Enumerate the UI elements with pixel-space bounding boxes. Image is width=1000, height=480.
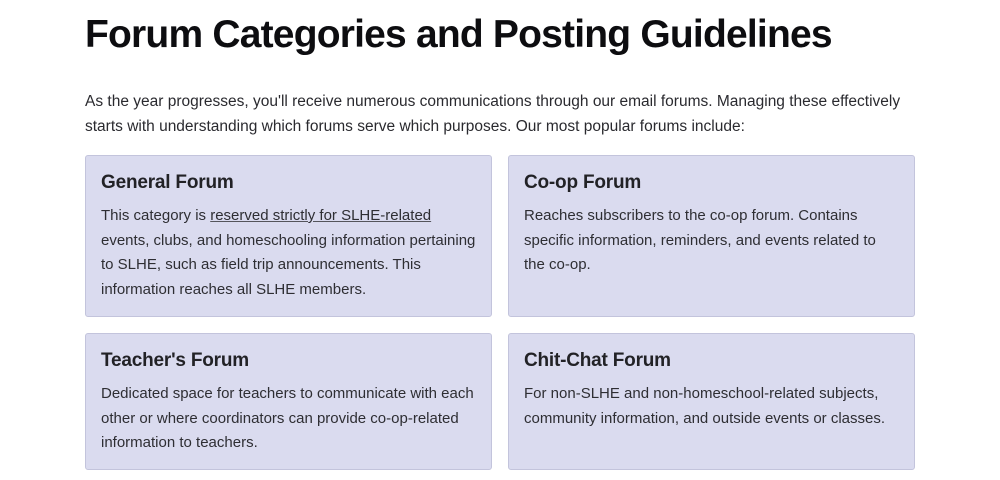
forum-card-title: Chit-Chat Forum (524, 350, 671, 371)
forum-grid (85, 155, 915, 470)
forum-card-title: General Forum (101, 172, 234, 193)
forum-card-general (85, 155, 492, 317)
slhe-related-link[interactable]: reserved strictly for SLHE-related (210, 207, 432, 224)
page-title: Forum Categories and Posting Guidelines (85, 13, 832, 56)
intro-paragraph: As the year progresses, you'll receive numerous communications through our email forums. Managing these effectively starts with understanding which forums serve which purposes. Our most popular forums include: (85, 93, 901, 135)
forum-card-description: Reaches subscribers to the co-op forum. Contains specific information, reminders, and events related to the co-op. (524, 207, 876, 273)
forum-card-title: Co-op Forum (524, 172, 642, 193)
forum-card-description (101, 204, 476, 302)
forum-card-co-op (508, 155, 915, 317)
forum-card-description-text: events, clubs, and homeschooling information pertaining to SLHE, such as field trip announcements. This information reaches all SLHE members. (101, 231, 476, 298)
forum-card-description-text: This category is (101, 207, 211, 224)
forum-card-chit-chat (508, 333, 915, 470)
forum-card-description: Dedicated space for teachers to communicate with each other or where coordinators can provide co-op-related information to teachers. (101, 385, 474, 451)
forum-card-title: Teacher's Forum (101, 350, 249, 371)
forum-card-description: For non-SLHE and non-homeschool-related subjects, community information, and outside events or classes. (524, 385, 886, 427)
forum-card-teachers (85, 333, 492, 470)
